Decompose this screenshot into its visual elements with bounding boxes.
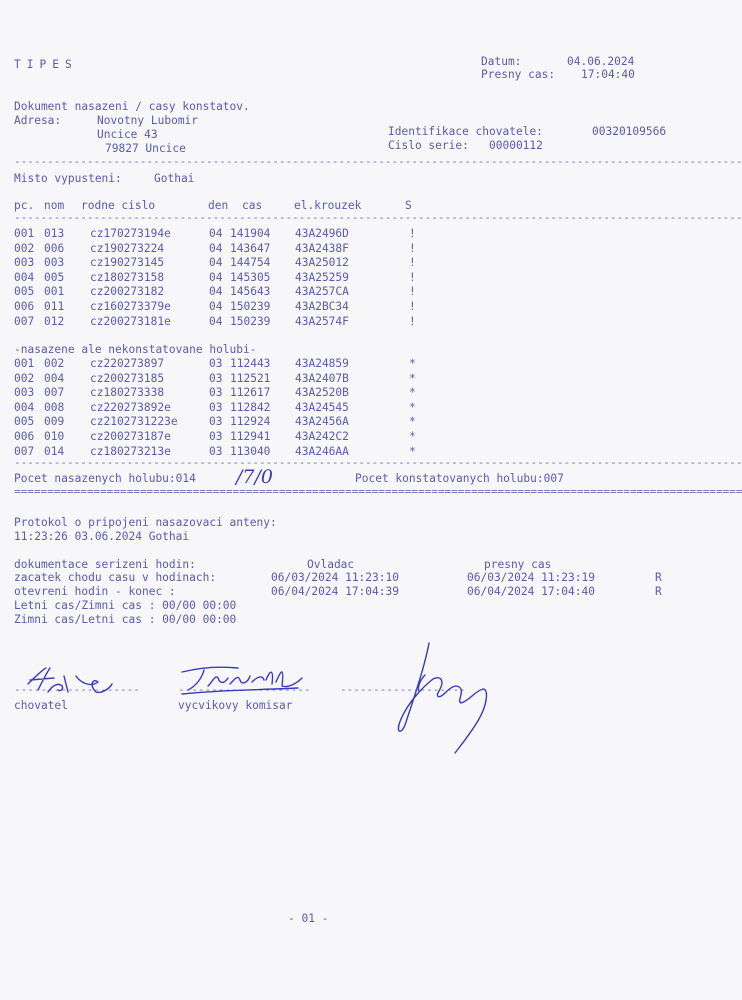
cell-s: !	[409, 241, 416, 255]
cell-day: 04	[209, 314, 223, 328]
breeder-id-label: Identifikace chovatele:	[388, 125, 543, 138]
time-label: Presny cas:	[481, 68, 556, 81]
breeder-id-value: 00320109566	[592, 125, 667, 138]
cell-pc: 005	[14, 285, 35, 299]
cell-nom: 004	[44, 371, 65, 385]
cell-ring: cz170273194e	[90, 227, 171, 240]
cell-time: 141904	[230, 227, 271, 240]
page-number: - 01 -	[288, 912, 329, 925]
clock-title: dokumentace serizeni hodin:	[14, 558, 196, 571]
cell-time: 112521	[230, 371, 271, 385]
clock-start-controller: 06/03/2024 11:23:10	[271, 571, 399, 584]
cell-day: 03	[209, 357, 223, 370]
cell-pc: 007	[14, 444, 35, 458]
col-time: cas	[242, 199, 263, 212]
cell-chip: 43A2456A	[295, 415, 349, 429]
cell-chip: 43A2407B	[295, 371, 349, 385]
winter-summer-line: Zimni cas/Letni cas : 00/00 00:00	[14, 613, 237, 626]
breeder-city: 79827 Uncice	[105, 142, 186, 155]
date-label: Datum:	[481, 55, 522, 68]
separator-dashed: --------------------------------------------------------------------------------------------------------------	[14, 211, 742, 224]
col-s: S	[405, 199, 412, 212]
breeder-signature-label: chovatel	[14, 699, 68, 712]
commissioner-signature	[178, 660, 311, 700]
signature-line-commissioner: --------------------	[178, 683, 311, 696]
cell-chip: 43A24859	[295, 357, 349, 370]
address-label: Adresa:	[14, 114, 62, 127]
cell-ring: cz180273158	[90, 270, 165, 284]
cell-s: *	[409, 371, 416, 385]
cell-time: 143647	[230, 241, 271, 255]
cell-day: 03	[209, 386, 223, 400]
cell-nom: 005	[44, 270, 65, 284]
cell-pc: 005	[14, 415, 35, 429]
col-pc: pc.	[14, 199, 35, 212]
cell-pc: 004	[14, 270, 35, 284]
cell-ring: cz2102731223e	[90, 415, 178, 429]
date-value: 04.06.2024	[567, 55, 635, 68]
cell-day: 03	[209, 430, 223, 443]
series-value: 00000112	[489, 139, 543, 152]
cell-pc: 001	[14, 227, 35, 240]
cell-nom: 002	[44, 357, 65, 370]
cell-s: *	[409, 400, 416, 414]
cell-chip: 43A2438F	[295, 241, 349, 255]
unconfirmed-title: -nasazene ale nekonstatovane holubi-	[14, 343, 257, 356]
cell-nom: 006	[44, 241, 65, 255]
separator-double: ==============================================================================================================	[14, 485, 742, 498]
third-signature	[365, 635, 505, 765]
cell-nom: 012	[44, 314, 65, 328]
cell-s: *	[409, 430, 416, 443]
clock-open-label: otevreni hodin - konec :	[14, 585, 176, 598]
cell-chip: 43A257CA	[295, 285, 349, 299]
signature-line-third: -------------------	[340, 683, 466, 696]
cell-chip: 43A2496D	[295, 227, 349, 240]
cell-ring: cz200273182	[90, 285, 165, 299]
cell-s: !	[409, 314, 416, 328]
cell-chip: 43A2BC34	[295, 300, 349, 313]
cell-day: 04	[209, 270, 223, 284]
cell-pc: 006	[14, 300, 35, 313]
cell-ring: cz180273213e	[90, 444, 171, 458]
cell-ring: cz180273338	[90, 386, 165, 400]
cell-time: 145643	[230, 285, 271, 299]
cell-s: *	[409, 386, 416, 400]
cell-time: 112941	[230, 430, 271, 443]
cell-ring: cz190273145	[90, 256, 165, 270]
cell-pc: 001	[14, 357, 35, 370]
placed-count: Pocet nasazenych holubu:014	[14, 472, 196, 485]
protocol-time: 11:23:26 03.06.2024 Gothai	[14, 530, 190, 543]
clock-start-label: zacatek chodu casu v hodinach:	[14, 571, 217, 584]
cell-time: 144754	[230, 256, 271, 270]
clock-col-controller: Ovladac	[307, 558, 355, 571]
cell-time: 112924	[230, 415, 271, 429]
cell-day: 04	[209, 300, 223, 313]
cell-chip: 43A242C2	[295, 430, 349, 443]
cell-pc: 003	[14, 256, 35, 270]
cell-time: 150239	[230, 314, 271, 328]
cell-chip: 43A246AA	[295, 444, 349, 458]
clock-open-flag: R	[655, 585, 662, 598]
cell-nom: 009	[44, 415, 65, 429]
separator-dashed: --------------------------------------------------------------------------------------------------------------	[14, 456, 742, 469]
cell-nom: 001	[44, 285, 65, 299]
cell-day: 03	[209, 400, 223, 414]
release-place-label: Misto vypusteni:	[14, 172, 122, 185]
cell-nom: 010	[44, 430, 65, 443]
summer-winter-line: Letni cas/Zimni cas : 00/00 00:00	[14, 599, 237, 612]
cell-ring: cz190273224	[90, 241, 165, 255]
cell-pc: 004	[14, 400, 35, 414]
cell-s: *	[409, 444, 416, 458]
clock-start-exact: 06/03/2024 11:23:19	[467, 571, 595, 584]
cell-nom: 013	[44, 227, 65, 240]
cell-nom: 014	[44, 444, 65, 458]
clock-start-flag: R	[655, 571, 662, 584]
protocol-title: Protokol o pripojeni nasazovaci anteny:	[14, 516, 277, 529]
cell-nom: 011	[44, 300, 65, 313]
cell-day: 04	[209, 256, 223, 270]
clock-open-controller: 06/04/2024 17:04:39	[271, 585, 399, 598]
cell-pc: 003	[14, 386, 35, 400]
placed-handwritten: /7/0	[236, 466, 273, 488]
cell-chip: 43A2520B	[295, 386, 349, 400]
breeder-name: Novotny Lubomir	[97, 114, 199, 127]
cell-time: 145305	[230, 270, 271, 284]
cell-chip: 43A24545	[295, 400, 349, 414]
cell-ring: cz220273892e	[90, 400, 171, 414]
confirmed-count: Pocet konstatovanych holubu:007	[355, 472, 564, 485]
cell-pc: 006	[14, 430, 35, 443]
col-day: den	[208, 199, 229, 212]
cell-day: 03	[209, 444, 223, 458]
series-label: Cislo serie:	[388, 139, 469, 152]
cell-time: 112842	[230, 400, 271, 414]
cell-s: !	[409, 256, 416, 270]
cell-ring: cz200273187e	[90, 430, 171, 443]
release-place-value: Gothai	[154, 172, 195, 185]
cell-s: !	[409, 300, 416, 313]
col-nom: nom	[44, 199, 65, 212]
breeder-signature	[20, 662, 130, 702]
cell-time: 150239	[230, 300, 271, 313]
cell-ring: cz220273897	[90, 357, 165, 370]
time-value: 17:04:40	[581, 68, 635, 81]
breeder-street: Uncice 43	[97, 128, 158, 141]
cell-s: !	[409, 270, 416, 284]
cell-day: 03	[209, 371, 223, 385]
cell-pc: 002	[14, 241, 35, 255]
clock-open-exact: 06/04/2024 17:04:40	[467, 585, 595, 598]
cell-day: 04	[209, 241, 223, 255]
cell-ring: cz160273379e	[90, 300, 171, 313]
commissioner-signature-label: vycvikovy komisar	[178, 699, 293, 712]
clock-col-exact: presny cas	[484, 558, 552, 571]
cell-s: *	[409, 357, 416, 370]
company-name: TIPES	[14, 58, 78, 71]
cell-ring: cz200273185	[90, 371, 165, 385]
cell-time: 113040	[230, 444, 271, 458]
document-title: Dokument nasazeni / casy konstatov.	[14, 100, 250, 113]
separator-dashed: --------------------------------------------------------------------------------------------------------------	[14, 155, 742, 168]
cell-s: !	[409, 285, 416, 299]
cell-time: 112443	[230, 357, 271, 370]
cell-day: 04	[209, 227, 223, 240]
cell-chip: 43A2574F	[295, 314, 349, 328]
col-ring: rodne cislo	[81, 199, 156, 212]
signature-line-breeder: -------------------	[14, 683, 140, 696]
cell-nom: 008	[44, 400, 65, 414]
cell-pc: 002	[14, 371, 35, 385]
cell-chip: 43A25012	[295, 256, 349, 270]
col-chip: el.krouzek	[294, 199, 362, 212]
cell-s: !	[409, 227, 416, 240]
cell-day: 03	[209, 415, 223, 429]
cell-nom: 003	[44, 256, 65, 270]
cell-ring: cz200273181e	[90, 314, 171, 328]
cell-time: 112617	[230, 386, 271, 400]
cell-pc: 007	[14, 314, 35, 328]
cell-day: 04	[209, 285, 223, 299]
cell-chip: 43A25259	[295, 270, 349, 284]
cell-s: *	[409, 415, 416, 429]
cell-nom: 007	[44, 386, 65, 400]
